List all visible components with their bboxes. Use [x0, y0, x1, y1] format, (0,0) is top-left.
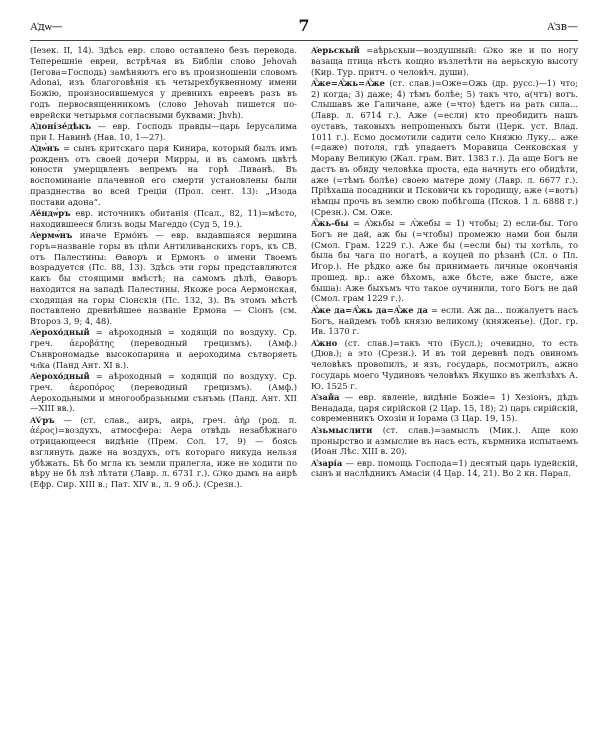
- entry-text: (Iезек. II, 14). Здѣсь евр. слово оставлено безъ перевода. Теперешніе евреи, встрѣчая въ Библіи слово Jehovah (Iегова=Господь) замѣняютъ его въ произношеніи словомъ Adonai, изъ благоговѣнія къ четырехбуквенному имени Божію, произносившемуся у древнихъ евреевъ разъ въ годъ первосвященникомъ (слово Jehovah пишется по-еврейски четырьмя согласными буквами: Jhvh).: [30, 45, 297, 120]
- entry-text: — евр. явленіе, видѣніе Божіе= 1) Хезіонъ, дѣдъ Венадада, царя сирійской (2 Цар. 15, 18); 2) царь сирійскій, современникъ Охозіи и Iорама (3 Цар. 19, 15).: [311, 391, 578, 424]
- dictionary-entry: [311, 425, 578, 457]
- dictionary-entry: [30, 143, 297, 208]
- entry-text: = А҆́жьбы = А҆́жебы = 1) чтобы; 2) если-бы. Того Богъ не дай, аж бы (=чтобы) промежю нами бои были (Смол. Грам. 1229 г.). Аже бы (=если бы) ты хотѣль, то была бы чага по ногатѣ, а коуцей по рѣзанѣ (Сл. о Пл. Игор.). Не рѣдко аже бы принимаеть личные окончанія прошед. вр.: аже бѣхомъ, аже бѣсте, аже бысте, аже быша): Аже быхъмъ что такое оучинили, того Богъ не дай (Смол. грам 1229 г.).: [311, 218, 578, 304]
- entry-headword: А҆дѡ́нъ: [30, 142, 60, 153]
- entry-text: евр. источникъ обитанія (Псал., 82, 11)=мѣсто, находившееся близъ воды Магеддо (Суд 5, 19.).: [30, 208, 297, 229]
- entry-text: = аѣроходный = ходящій по воздуху. Ср. греч. ἀεροπόρος (переводный грецизмъ). (Амф.) Аероходьными и многообразьными сънъмь (Панд. Ант. XII—XIII вв.).: [30, 371, 297, 414]
- dictionary-entry: [311, 458, 578, 480]
- dictionary-entry: [311, 338, 578, 392]
- entry-headword: А҆жно: [311, 337, 338, 348]
- entry-text: (ст. слав.)=замыслъ (Мик.). Аще кою пронырство и азмыслие въ насъ есть, кърмника испытаемъ (Иоан Лѣс. XIII в. 20).: [311, 424, 578, 457]
- entry-text: (ст. слав.)=Оже=Ожь (др. русс.)—1) что; 2) когда; 3) даже; 4) тѣмъ болѣе; 5) такъ что, а(чтъ) вотъ. Слышавъ же Галичане, аже (=что) ѣдетъ на рать сила... (Лавр. л. 6714 г.). Аже (=если) кто преобидить нашъ оуставъ, таковыхъ непрощеныхъ быти (Церк. уст. Влад. 1011 г.). Есмо досмотили садити село Княжю Луку... аже (=даже) потоля, гдѣ упадаетъ Моравица Сенковская у Мораву Великую (Жал. грам. Вит. 1383 г.). Да аще Богъ не дастъ въ обиду человѣка проста, еда начнуть его обидѣти, аже (=тѣмъ болѣе) своею матере дому (Лавр. л. 6677 г.). Пріѣхаша посадники и Псковичи къ городищу, аже (=вотъ) нѣмцы прочь въ землю свою побѣгоша (Псков. 1 л. 6888 г.) (Срезн.). См. Оже.: [311, 77, 578, 217]
- entry-headword: А҆зарі́а: [311, 457, 343, 468]
- dictionary-entry: [311, 392, 578, 424]
- page-number: 7: [298, 16, 310, 35]
- entry-headword: А҆доні́зе́дѣкъ: [30, 120, 92, 131]
- running-head-right: А҆зв—: [546, 20, 578, 33]
- entry-text: иначе Ермо́нъ — евр. выдавшаяся вершина горъ=названіе горы въ цѣпи Антиливанскихъ горъ, къ СВ. отъ Палестины: Ѳаворъ и Ермонъ о имени Твоемъ возрадуется (Пс. 88, 13). Здѣсь эти горы представляются какъ бы стоящими вмѣстѣ; на самомъ дѣлѣ, Ѳаворъ находится на западѣ Палестины. Якоже роса Аермонская, сходящая на горы Сіонскія (Пс. 132, 3). Въ этомъ мѣстѣ поставлено древнѣйшее названіе Ермона — Сіонъ (см. Второз 3, 9; 4, 48).: [30, 230, 298, 327]
- entry-text: — евр. помощь Господа=1) десятый царь іудейскій, сынъ и наслѣдникъ Амасіи (4 Цар. 14, 21). Во 2 кн. Парал.: [311, 457, 578, 479]
- entry-headword: А҆́же=А҆́жь=А҆́же: [311, 77, 385, 88]
- entry-text: — (ст. слав., аиръ, аирь, греч. ἀήρ (род. п. ἀέρος)=воздухъ, атмосфера: Аера отвѣдь незабѣжнаго отрицающееся видѣніе (Прем. Сол. 17, 9) — боясь взглянуть даже на воздухъ, отъ котораго никуда нельзя убѣжать. Бѣ бо мгла къ земли прилегла, иже не ходити по вѣру не бѣ лзѣ лѣтати (Лавр. л. 6731 г.). Ѡко дымъ на аирѣ (Ефр. Сир. XIII в.; Пат. XIV в., л. 9 об.). (Срезн.).: [30, 414, 297, 490]
- entry-headword: А҆зайа: [311, 391, 340, 402]
- right-column: [311, 45, 578, 491]
- running-head-left: А҆дѡ—: [30, 20, 63, 33]
- dictionary-entry: [30, 121, 297, 143]
- entry-text: =аѣрьскыи—воздушный: Ѡко же и по ногу вазаща птица нѣсть кощно възлетѣти на аерьскую высоту (Кир. Тур. притч. о человѣч. души).: [311, 45, 578, 77]
- entry-text: = аѣроходный = ходящій по воздуху. Ср. греч. ἀεροβάτης (переводный грецизмъ). (Амф.) Сънврономадье высокопарина и аероходима сътворяеть чл҃ка (Панд Ант. XI в.).: [30, 327, 297, 370]
- entry-headword: А҆ерьскый: [311, 45, 360, 55]
- dictionary-entry: [30, 230, 297, 327]
- dictionary-entry: [30, 415, 297, 490]
- entry-headword: А҆ѵ́ръ: [30, 414, 55, 425]
- dictionary-entry: [311, 305, 578, 337]
- entry-headword: А҆ерохо́дный: [30, 327, 90, 338]
- dictionary-entry: [30, 208, 297, 230]
- dictionary-entry: [311, 218, 578, 304]
- entry-headword: А҆́жь-бы: [311, 218, 349, 229]
- entry-headword: А҆́же да=А҆́жь да=А҆́же да: [311, 304, 428, 315]
- entry-text: (ст. слав.)=такъ что (Бусл.); очевидно, то есть (Дюв.); а это (Срезн.). И въ той деревнѣ подъ овиномъ человѣкъ провопилъ, и язъ, государь, посмотрилъ, ажно государь моего Чудиновъ человѣкъ Якушко въ желѣзѣхъ А. Ю. 1525 г.: [311, 337, 578, 391]
- dictionary-entry: [30, 327, 297, 370]
- dictionary-entry: [311, 78, 578, 218]
- dictionary-entry: [30, 371, 297, 414]
- text-columns: [30, 45, 578, 491]
- dictionary-entry: [311, 45, 578, 77]
- dictionary-entry: [30, 45, 297, 120]
- entry-headword: А҆зьмыслити: [311, 424, 373, 435]
- entry-headword: А҆ерохо́дный: [30, 371, 90, 382]
- entry-headword: А҆ермѡ́нъ: [30, 230, 73, 241]
- entry-text: — евр. Господь правды—царь Iерусалима при I. Навинѣ (Нав. 10, 1—27).: [30, 120, 297, 142]
- left-column: [30, 45, 297, 491]
- page-header: [30, 14, 578, 41]
- entry-text: = сынъ критскаго царя Кинира, который былъ имъ рожденъ отъ своей дочери Мирры, и въ самомъ цвѣтѣ юности умерщвленъ вепремъ на горѣ Ливанѣ. Въ воспоминаніе плачевной его смерти установлены были празднества во всей Грецiи (Прол. сент. 13): „Изода постави адона“.: [30, 142, 297, 207]
- entry-text: = если. Аж да... пожалуетъ насъ Богъ, найдемъ тобѣ князю великому (княженье). (Дог. гр. Ив. 1370 г.: [311, 304, 578, 337]
- entry-headword: А҆е́ндѡ́ръ: [30, 208, 71, 219]
